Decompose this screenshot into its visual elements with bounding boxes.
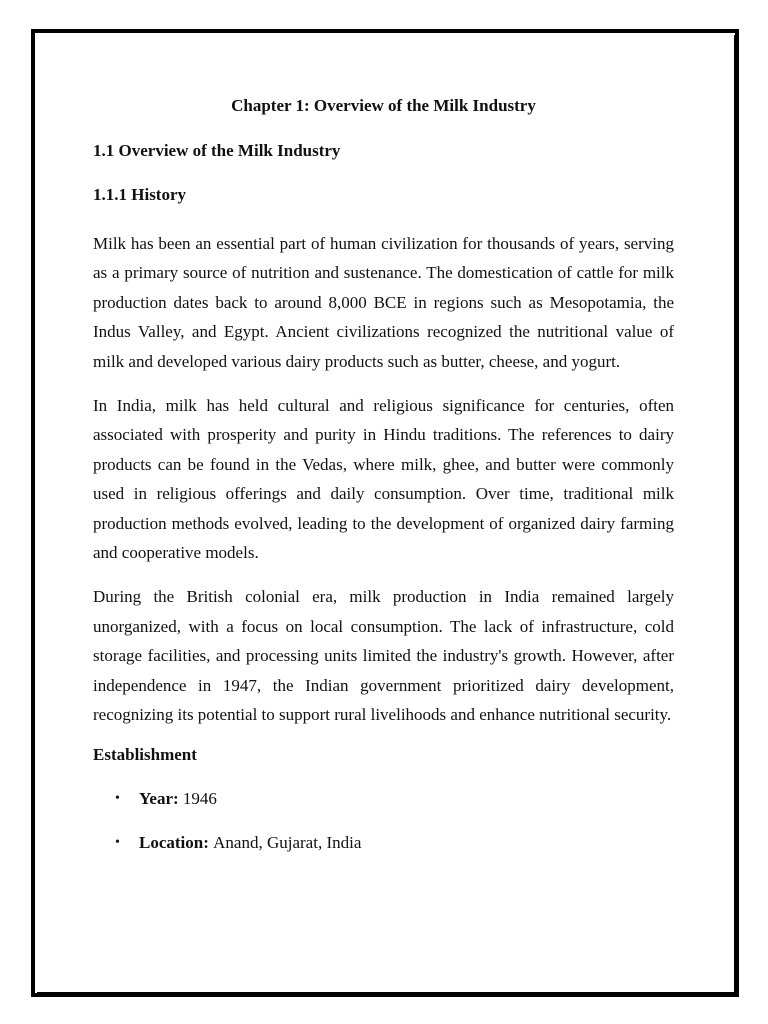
history-paragraph-3: During the British colonial era, milk production in India remained largely unorganized, with a focus on local consumption. The lack of infrastructure, cold storage facilities, and processing units limited the industry's growth. However, after independence in 1947, the Indian government prioritized dairy development, recognizing its potential to support rural livelihoods and enhance nutritional security.: [93, 587, 674, 725]
establishment-year-value: 1946: [182, 788, 217, 808]
establishment-year-label: Year:: [139, 788, 183, 808]
history-paragraph-2: In India, milk has held cultural and religious significance for centuries, often associated with prosperity and purity in Hindu traditions. The references to dairy products can be found in the Vedas, where milk, ghee, and butter were commonly used in religious offerings and daily consumption. Over time, traditional milk production methods evolved, leading to the development of organized dairy farming and cooperative models.: [93, 396, 674, 563]
establishment-heading: Establishment: [93, 744, 197, 764]
establishment-location-label: Location:: [139, 832, 214, 852]
bullet-icon: •: [115, 834, 120, 850]
establishment-location-value: Anand, Gujarat, India: [213, 832, 362, 852]
section-heading: 1.1 Overview of the Milk Industry: [93, 141, 341, 160]
list-item: [93, 833, 674, 853]
establishment-list: [93, 789, 674, 853]
subsection-heading: 1.1.1 History: [93, 185, 187, 204]
chapter-title: Chapter 1: Overview of the Milk Industry: [231, 96, 536, 115]
document-body: [93, 96, 674, 877]
history-paragraph-1: Milk has been an essential part of human civilization for thousands of years, serving as a primary source of nutrition and sustenance. The domestication of cattle for milk production dates back to around 8,000 BCE in regions such as Mesopotamia, the Indus Valley, and Egypt. Ancient civilizations recognized the nutritional value of milk and developed various dairy products such as butter, cheese, and yogurt.: [93, 234, 674, 371]
bullet-icon: •: [115, 790, 120, 806]
list-item: [93, 789, 674, 809]
